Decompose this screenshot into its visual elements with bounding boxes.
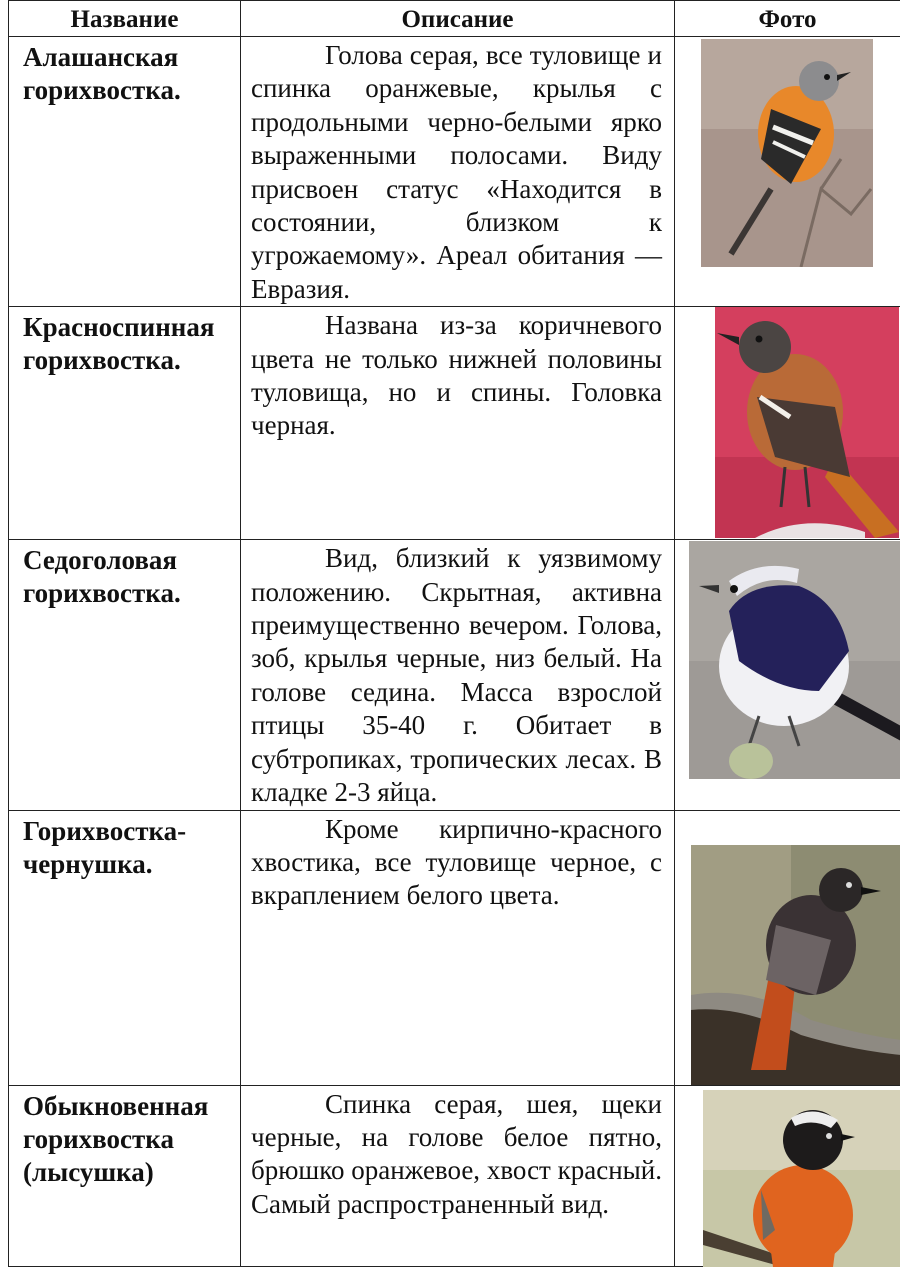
bird-photo-icon <box>691 845 900 1085</box>
table-row <box>9 810 900 1085</box>
bird-photo-icon <box>703 1090 900 1267</box>
species-name: Седоголовая горихвостка. <box>9 540 241 810</box>
bird-photo-icon <box>715 307 899 538</box>
species-description: Голова серая, все туловище и спинка оранжевые, крылья с продольными черно-белыми ярко выраженными полосами. Виду присвоен статус «Находится в состоянии, близком к угрожаемому». Ареал обитания — Евразия. <box>241 37 675 307</box>
header-photo: Фото <box>675 1 900 37</box>
species-name: Горихвостка-чернушка. <box>9 810 241 1085</box>
species-photo-cell <box>675 1085 900 1266</box>
header-description: Описание <box>241 1 675 37</box>
species-description: Спинка серая, шея, щеки черные, на голове белое пятно, брюшко оранжевое, хвост красный. Самый распространенный вид. <box>241 1085 675 1266</box>
species-photo-cell <box>675 307 900 540</box>
species-photo-cell <box>675 810 900 1085</box>
table-row <box>9 37 900 307</box>
redstart-table <box>8 0 900 1267</box>
table-row <box>9 307 900 540</box>
header-name: Название <box>9 1 241 37</box>
species-description: Вид, близкий к уязвимому положению. Скрытная, активна преимущественно вечером. Голова, зоб, крылья черные, низ белый. На голове седина. Масса взрослой птицы 35-40 г. Обитает в субтропиках, тропических лесах. В кладке 2-3 яйца. <box>241 540 675 810</box>
species-photo-cell <box>675 540 900 810</box>
table-row <box>9 1085 900 1266</box>
species-name: Обыкновенная горихвостка (лысушка) <box>9 1085 241 1266</box>
bird-photo-icon <box>689 541 900 779</box>
species-photo-cell <box>675 37 900 307</box>
species-description: Кроме кирпично-красного хвостика, все туловище черное, с вкраплением белого цвета. <box>241 810 675 1085</box>
header-row <box>9 1 900 37</box>
table-row <box>9 540 900 810</box>
species-description: Названа из-за коричневого цвета не только нижней половины туловища, но и спины. Головка черная. <box>241 307 675 540</box>
species-name: Красноспинная горихвостка. <box>9 307 241 540</box>
bird-photo-icon <box>701 39 873 267</box>
species-name: Алашанская горихвостка. <box>9 37 241 307</box>
